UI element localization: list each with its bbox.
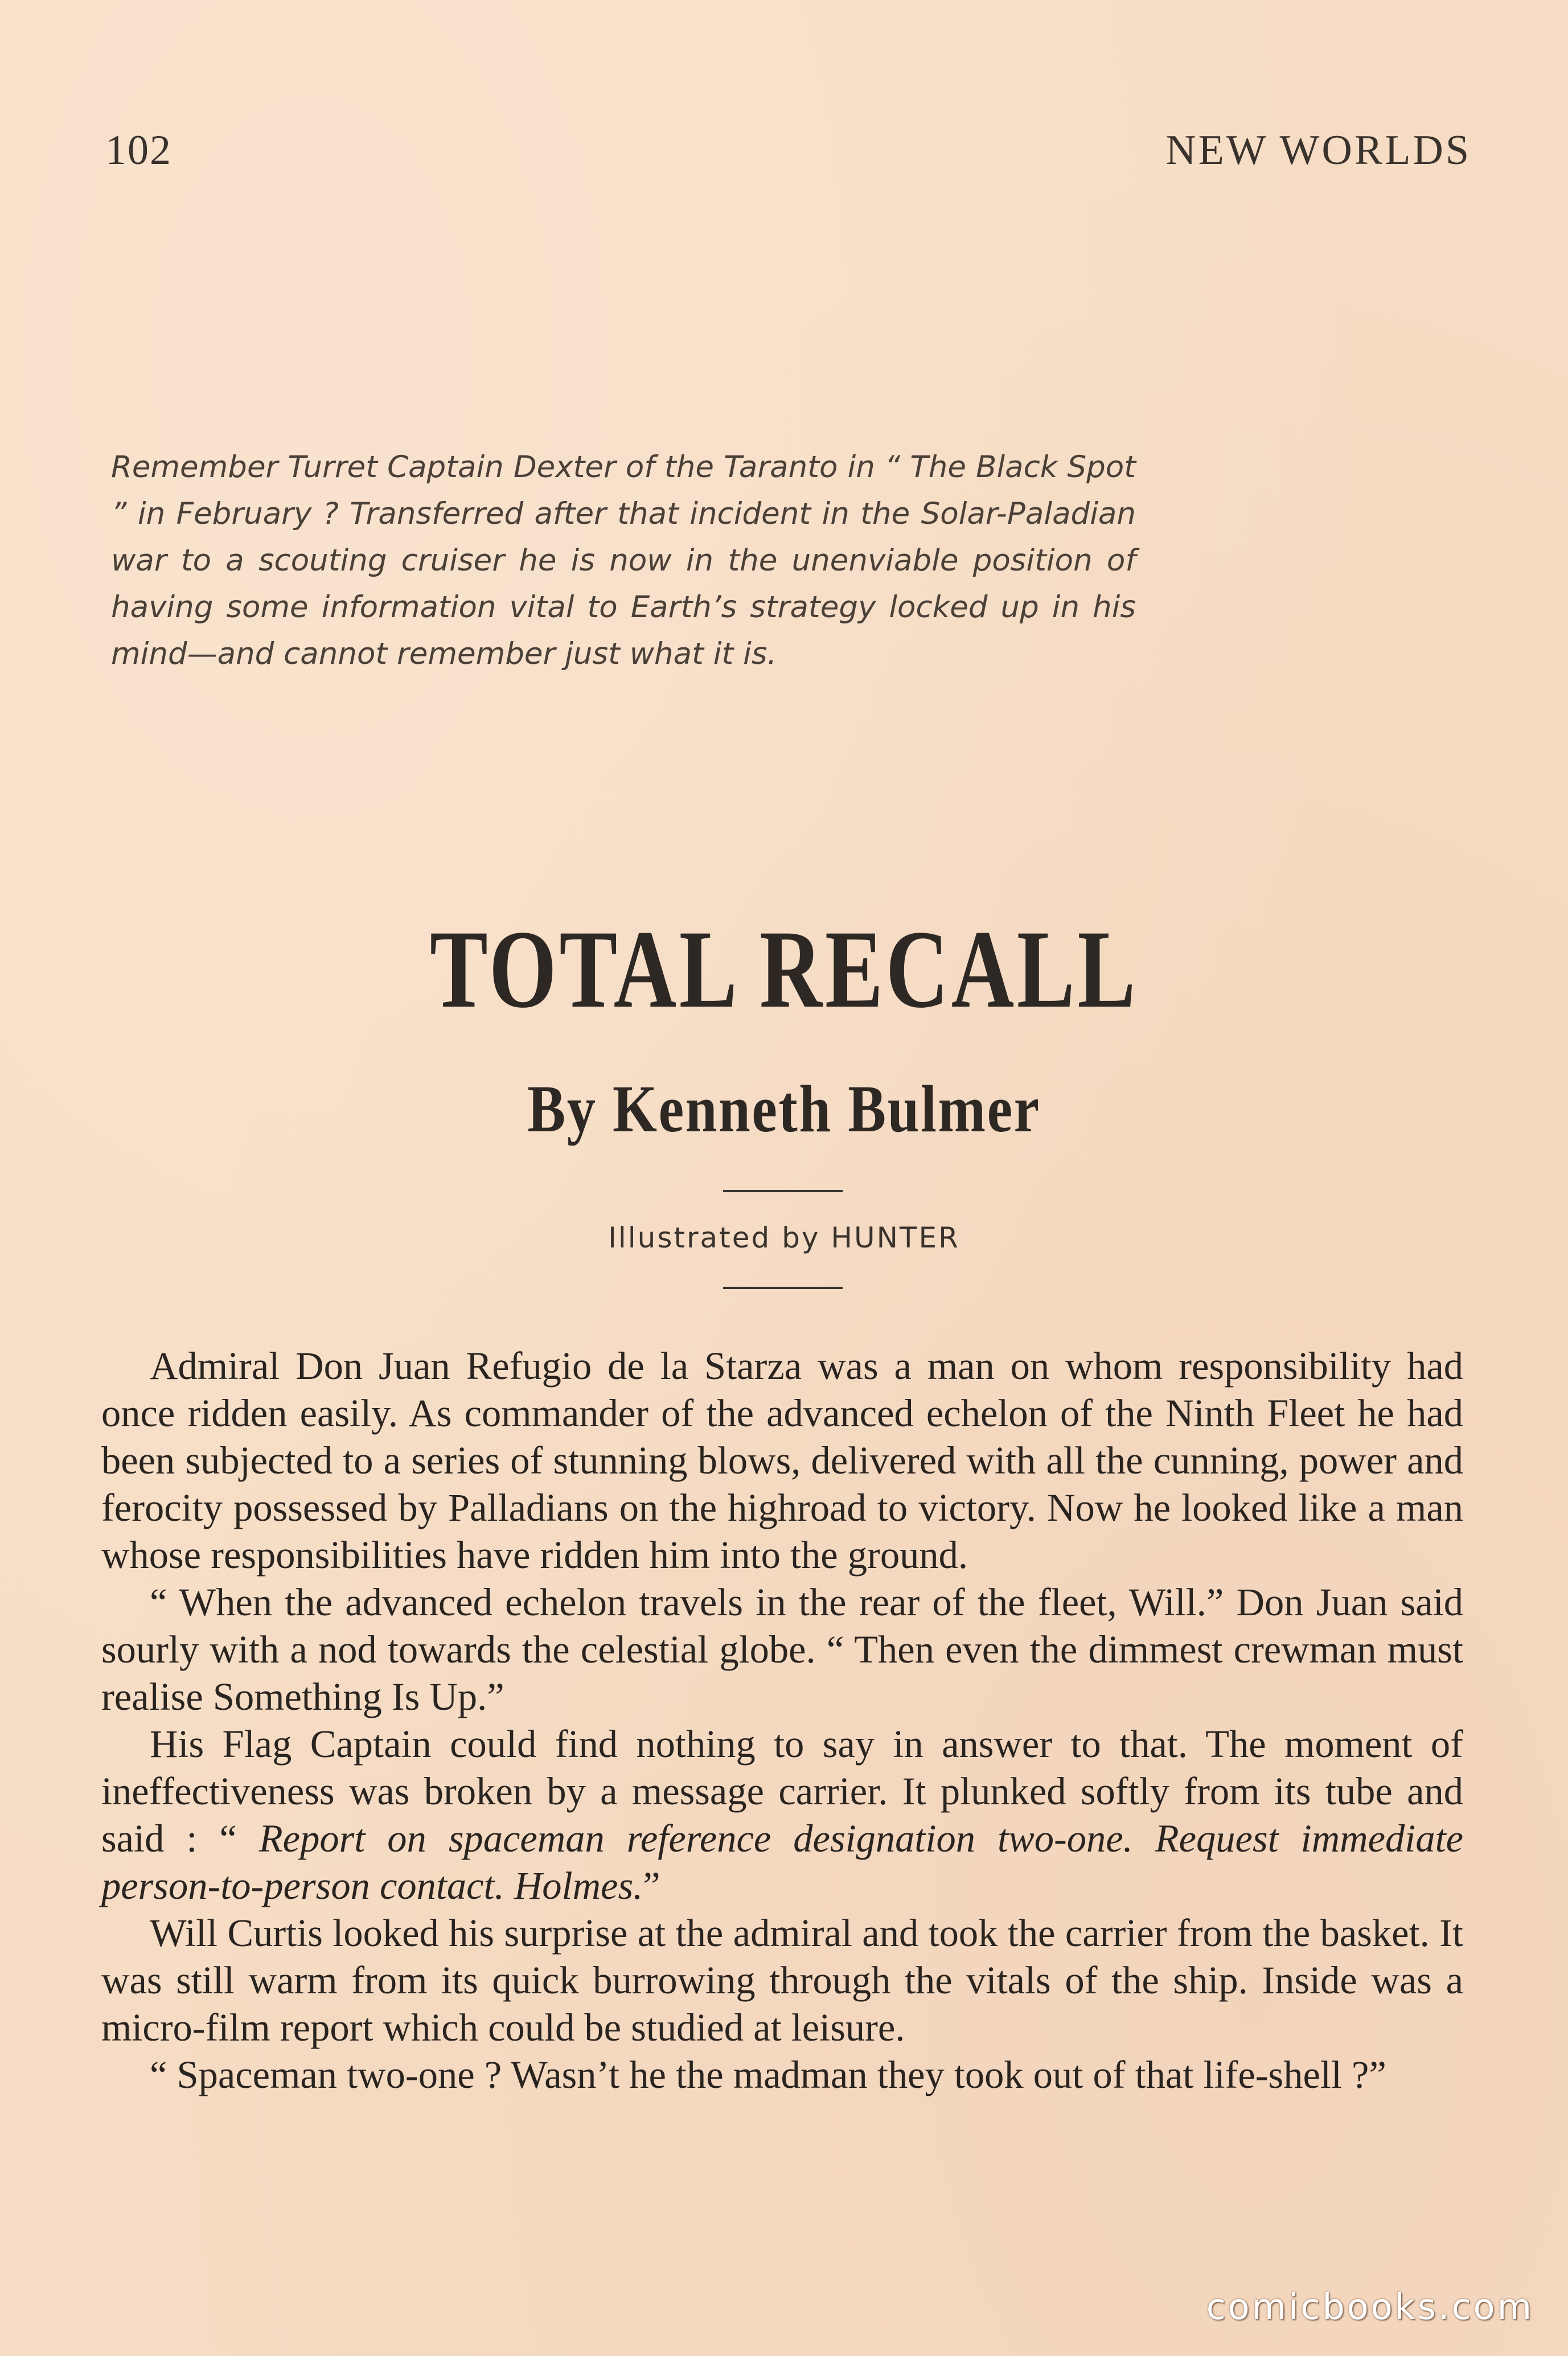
divider-rule-bottom: [723, 1287, 843, 1289]
story-blurb: Remember Turret Captain Dexter of the Taranto in “ The Black Spot ” in February ? Transferred after that incident in the Solar-Paladian war to a scouting cruiser he is now in the unenviable position of having some information vital to Earth’s strategy locked up in his mind—and cannot remember just what it is.: [111, 450, 1136, 671]
story-byline: By Kenneth Bulmer: [527, 1072, 1041, 1146]
story-paragraph-3-end: ”: [643, 1864, 660, 1907]
story-body: [101, 1343, 1463, 2099]
page-number: 102: [105, 127, 172, 174]
story-paragraph-5: “ Spaceman two-one ? Wasn’t he the madman they took out of that life-shell ?”: [150, 2053, 1386, 2096]
story-paragraph-4: Will Curtis looked his surprise at the admiral and took the carrier from the basket. It was still warm from its quick burrowing through the vitals of the ship. Inside was a micro-film report which could be studied at leisure.: [101, 1911, 1463, 2049]
story-paragraph-3-start: His Flag Captain could find nothing to say in answer to that. The moment of ineffectiveness was broken by a message carrier. It plunked softly from its tube and said : “: [101, 1722, 1463, 1860]
story-title: TOTAL RECALL: [429, 908, 1139, 1031]
watermark: comicbooks.com: [1206, 2286, 1534, 2328]
message-carrier-text: Report on spaceman reference designation two-one. Request immediate person-to-person contact. Holmes.: [101, 1817, 1464, 1907]
magazine-name: NEW WORLDS: [1165, 127, 1471, 174]
story-paragraph-1: Admiral Don Juan Refugio de la Starza was a man on whom responsibility had once ridden easily. As commander of the advanced echelon of the Ninth Fleet he had been subjected to a series of stunning blows, delivered with all the cunning, power and ferocity possessed by Palladians on the highroad to victory. Now he looked like a man whose responsibilities have ridden him into the ground.: [101, 1344, 1463, 1577]
illustrator-credit: Illustrated by HUNTER: [608, 1221, 960, 1254]
divider-rule-top: [723, 1190, 843, 1192]
story-paragraph-3: [101, 1721, 1463, 1910]
story-paragraph-2: “ When the advanced echelon travels in the rear of the fleet, Will.” Don Juan said sourly with a nod towards the celestial globe. “ Then even the dimmest crewman must realise Something Is Up.”: [101, 1581, 1463, 1718]
